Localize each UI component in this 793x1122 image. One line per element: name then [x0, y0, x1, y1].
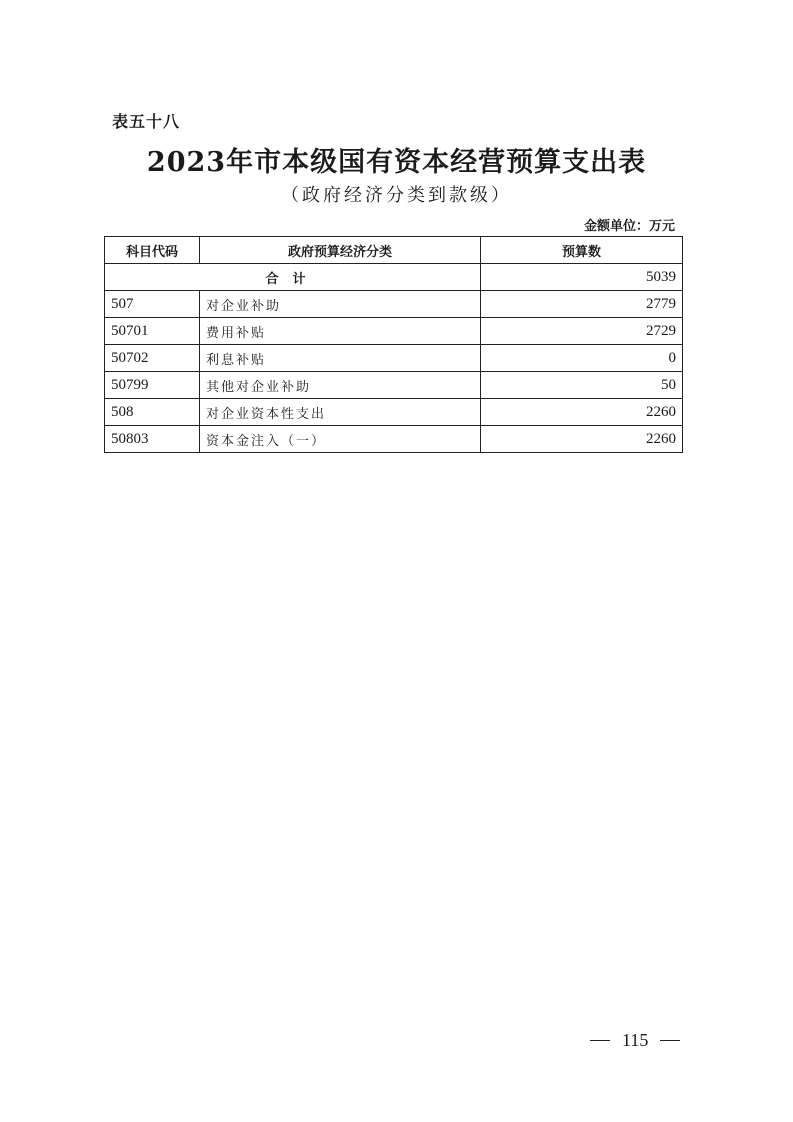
row-code: 50803 [105, 426, 200, 453]
total-label: 合计 [105, 264, 481, 291]
row-name: 资本金注入（一） [200, 426, 481, 453]
row-name: 对企业补助 [200, 291, 481, 318]
table-row [105, 318, 683, 345]
row-code: 507 [105, 291, 200, 318]
total-row [105, 264, 683, 291]
row-name: 对企业资本性支出 [200, 399, 481, 426]
row-name: 利息补贴 [200, 345, 481, 372]
row-amount: 2260 [481, 426, 683, 453]
row-code: 508 [105, 399, 200, 426]
dash-left [590, 1040, 610, 1041]
header-code: 科目代码 [105, 237, 200, 264]
amount-unit-note: 金额单位：万元 [583, 219, 675, 234]
row-code: 50701 [105, 318, 200, 345]
page-title: 2023年市本级国有资本经营预算支出表 [146, 147, 647, 178]
table-row [105, 345, 683, 372]
total-amount: 5039 [481, 264, 683, 291]
row-code: 50702 [105, 345, 200, 372]
row-name: 费用补贴 [200, 318, 481, 345]
row-amount: 2729 [481, 318, 683, 345]
table-row [105, 372, 683, 399]
table-number-label: 表五十八 [112, 112, 181, 131]
table-row [105, 426, 683, 453]
row-amount: 2260 [481, 399, 683, 426]
row-name: 其他对企业补助 [200, 372, 481, 399]
dash-right [660, 1040, 680, 1041]
row-amount: 0 [481, 345, 683, 372]
page-subtitle: （政府经济分类到款级） [281, 185, 512, 206]
table-row [105, 291, 683, 318]
page-number [590, 1030, 680, 1051]
page-number-value: 115 [622, 1030, 649, 1050]
table-row [105, 399, 683, 426]
header-amount: 预算数 [481, 237, 683, 264]
row-amount: 50 [481, 372, 683, 399]
table-header-row [105, 237, 683, 264]
row-code: 50799 [105, 372, 200, 399]
budget-table [104, 236, 683, 453]
row-amount: 2779 [481, 291, 683, 318]
header-name: 政府预算经济分类 [200, 237, 481, 264]
